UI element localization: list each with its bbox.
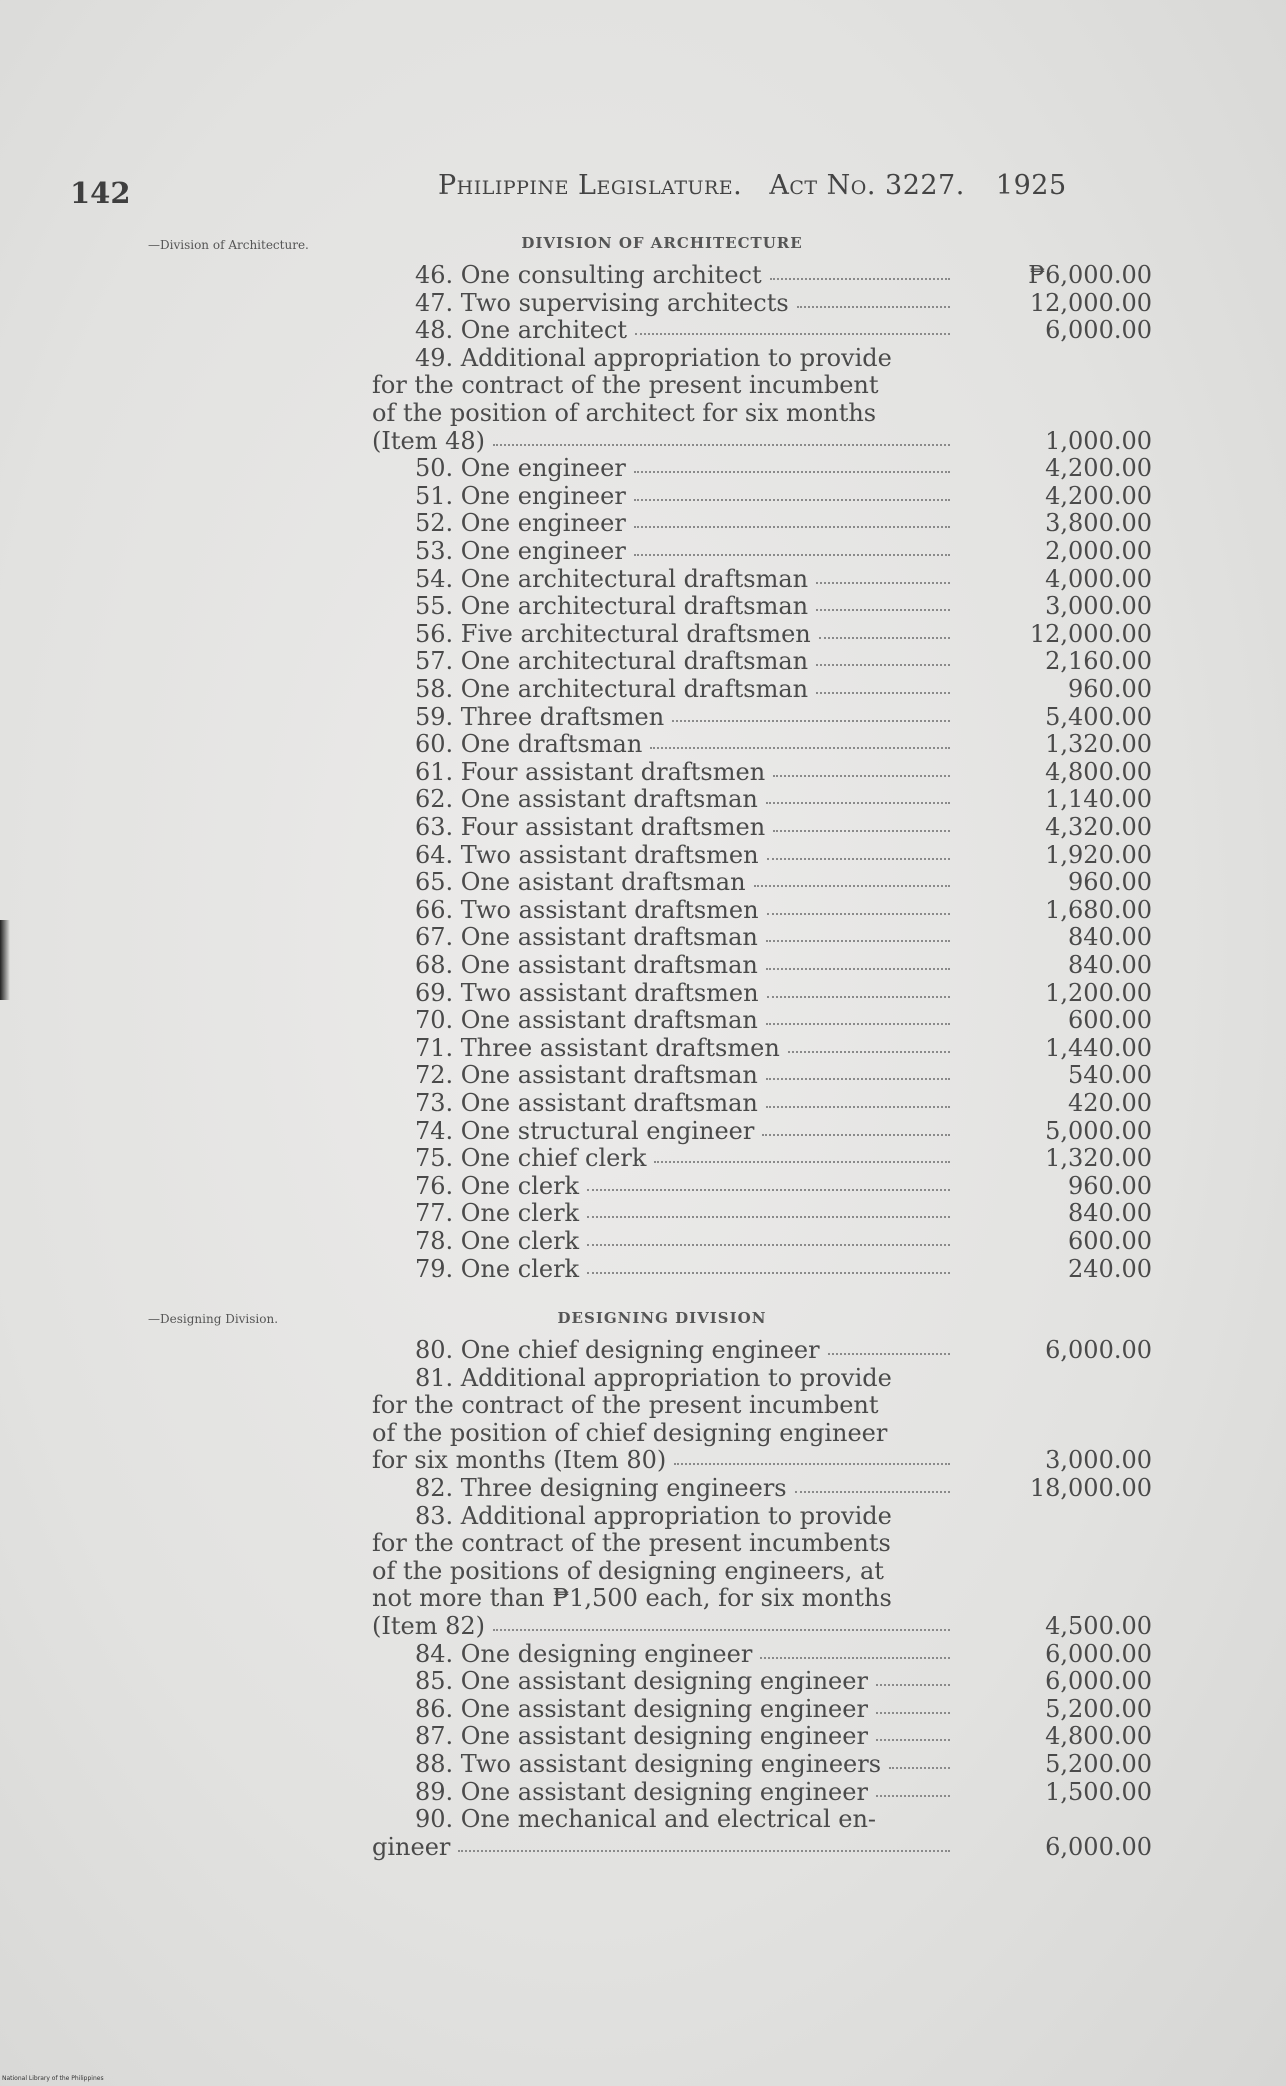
item-text-line: [372, 290, 1152, 318]
architecture-line-item: [372, 538, 1152, 566]
section-heading-designing: DESIGNING DIVISION: [557, 1309, 767, 1327]
designing-line-item: [372, 1806, 1152, 1861]
item-text-line: [372, 1696, 1152, 1724]
architecture-line-item: [372, 455, 1152, 483]
item-amount: 4,200.00: [1045, 454, 1152, 483]
item-text: 87. One assistant designing engineer: [415, 1722, 868, 1751]
item-text-line: [372, 400, 1152, 428]
item-text-line: [372, 1668, 1152, 1696]
dot-leader: [493, 1629, 950, 1631]
item-amount: 4,200.00: [1045, 481, 1152, 510]
item-amount: 6,000.00: [1045, 1667, 1152, 1696]
item-text: 86. One assistant designing engineer: [415, 1694, 868, 1723]
item-text-line: [372, 648, 1152, 676]
item-text-line: [372, 786, 1152, 814]
dot-leader: [816, 609, 950, 611]
item-text-line: [372, 814, 1152, 842]
dot-leader: [876, 1712, 950, 1714]
dot-leader: [770, 278, 950, 280]
item-text-line: [372, 759, 1152, 787]
item-text: 80. One chief designing engineer: [415, 1336, 820, 1364]
item-amount: 2,000.00: [1045, 537, 1152, 565]
designing-line-item: [372, 1723, 1152, 1751]
item-text: 68. One assistant draftsman: [415, 951, 758, 979]
item-text-line: [372, 897, 1152, 925]
dot-leader: [788, 1051, 950, 1053]
architecture-line-item: [372, 317, 1152, 345]
item-amount: 4,320.00: [1045, 813, 1152, 841]
item-amount: 6,000.00: [1045, 1336, 1152, 1364]
item-amount: 1,320.00: [1045, 1144, 1152, 1173]
item-text-line: [372, 621, 1152, 649]
dot-leader: [766, 940, 950, 942]
item-text: 76. One clerk: [415, 1171, 580, 1200]
architecture-line-item: [372, 621, 1152, 649]
item-text: for the contract of the present incumbent: [372, 1391, 879, 1420]
item-text-line: [372, 428, 1152, 456]
architecture-line-item: [372, 980, 1152, 1008]
item-amount: 1,200.00: [1045, 978, 1152, 1007]
dot-leader: [766, 968, 950, 970]
item-text-line: [372, 1228, 1152, 1256]
item-text: 63. Four assistant draftsmen: [415, 813, 766, 841]
item-text: for the contract of the present incumbents: [372, 1529, 891, 1558]
item-amount: 6,000.00: [1045, 1832, 1152, 1861]
item-text-line: [372, 1035, 1152, 1063]
item-text-line: [372, 1200, 1152, 1228]
architecture-line-item: [372, 842, 1152, 870]
item-amount: 600.00: [1068, 1006, 1152, 1035]
item-amount: 1,500.00: [1045, 1777, 1152, 1806]
item-text: gineer: [372, 1832, 451, 1861]
item-amount: 540.00: [1068, 1061, 1152, 1090]
item-amount: 840.00: [1068, 951, 1152, 979]
item-text-line: [372, 317, 1152, 345]
dot-leader: [773, 775, 950, 777]
item-text: 78. One clerk: [415, 1227, 580, 1255]
item-text: 49. Additional appropriation to provide: [415, 343, 892, 372]
item-text: 62. One assistant draftsman: [415, 785, 758, 814]
scan-edge-shadow: [0, 920, 10, 1000]
architecture-line-item: [372, 952, 1152, 980]
designing-line-item: [372, 1696, 1152, 1724]
dot-leader: [766, 1078, 950, 1080]
dot-leader: [458, 1850, 950, 1852]
item-text: 57. One architectural draftsman: [415, 647, 809, 676]
item-text: 84. One designing engineer: [415, 1639, 753, 1668]
dot-leader: [876, 1795, 950, 1797]
architecture-line-item: [372, 483, 1152, 511]
item-amount: 840.00: [1068, 1199, 1152, 1228]
dot-leader: [654, 1161, 950, 1163]
architecture-line-item: [372, 731, 1152, 759]
item-text: 74. One structural engineer: [415, 1116, 755, 1145]
dot-leader: [587, 1244, 950, 1246]
architecture-line-item: [372, 1145, 1152, 1173]
item-text-line: [372, 704, 1152, 732]
item-text: 77. One clerk: [415, 1199, 580, 1228]
item-amount: 6,000.00: [1045, 316, 1152, 345]
item-text: 55. One architectural draftsman: [415, 592, 809, 621]
item-text-line: [372, 1118, 1152, 1146]
designing-line-item: [372, 1779, 1152, 1807]
architecture-line-item: [372, 510, 1152, 538]
item-amount: 840.00: [1068, 923, 1152, 952]
item-text: 90. One mechanical and electrical en-: [415, 1805, 877, 1834]
item-text-line: [372, 1585, 1152, 1613]
item-text: 85. One assistant designing engineer: [415, 1667, 868, 1696]
item-text: 64. Two assistant draftsmen: [415, 840, 759, 869]
architecture-line-item: [372, 566, 1152, 594]
item-amount: 1,140.00: [1045, 785, 1152, 814]
item-amount: 3,000.00: [1045, 1446, 1152, 1475]
dot-leader: [587, 1216, 950, 1218]
item-text: 72. One assistant draftsman: [415, 1061, 758, 1090]
item-text: for six months (Item 80): [372, 1446, 667, 1475]
item-text-line: [372, 1173, 1152, 1201]
page-number: 142: [70, 176, 131, 210]
item-text: 88. Two assistant designing engineers: [415, 1750, 882, 1778]
dot-leader: [767, 996, 950, 998]
architecture-line-item: [372, 648, 1152, 676]
dot-leader: [816, 582, 950, 584]
dot-leader: [766, 802, 950, 804]
architecture-line-item: [372, 1228, 1152, 1256]
item-amount: ₱6,000.00: [1028, 261, 1152, 289]
architecture-line-item: [372, 1090, 1152, 1118]
designing-line-item: [372, 1503, 1152, 1641]
dot-leader: [828, 1353, 950, 1355]
item-text-line: [372, 1365, 1152, 1393]
dot-leader: [766, 1023, 950, 1025]
architecture-line-item: [372, 869, 1152, 897]
item-text: 79. One clerk: [415, 1254, 580, 1283]
dot-leader: [587, 1272, 950, 1274]
item-amount: 12,000.00: [1029, 288, 1152, 317]
item-text: 75. One chief clerk: [415, 1144, 647, 1173]
item-text: of the position of architect for six months: [372, 398, 877, 427]
dot-leader: [760, 1657, 950, 1659]
item-amount: 3,800.00: [1045, 509, 1152, 538]
item-text: 70. One assistant draftsman: [415, 1006, 758, 1035]
item-text: 54. One architectural draftsman: [415, 564, 809, 593]
item-amount: 1,000.00: [1045, 426, 1152, 455]
item-text: 65. One asistant draftsman: [415, 868, 746, 897]
item-text-line: [372, 566, 1152, 594]
dot-leader: [754, 885, 950, 887]
item-text: 71. Three assistant draftsmen: [415, 1033, 780, 1062]
dot-leader: [816, 664, 950, 666]
running-head-year: 1925: [995, 170, 1067, 201]
item-amount: 5,200.00: [1045, 1694, 1152, 1723]
architecture-line-item: [372, 924, 1152, 952]
section-heading-architecture: DIVISION OF ARCHITECTURE: [521, 234, 803, 252]
item-amount: 1,320.00: [1045, 730, 1152, 759]
item-text-line: [372, 538, 1152, 566]
dot-leader: [876, 1739, 950, 1741]
item-text: 47. Two supervising architects: [415, 288, 789, 317]
item-text-line: [372, 1062, 1152, 1090]
item-text-line: [372, 510, 1152, 538]
item-text-line: [372, 262, 1152, 290]
architecture-line-item: [372, 1173, 1152, 1201]
dot-leader: [766, 1106, 950, 1108]
dot-leader: [587, 1189, 950, 1191]
item-text-line: [372, 1503, 1152, 1531]
item-text: for the contract of the present incumbent: [372, 371, 879, 400]
item-amount: 18,000.00: [1029, 1474, 1152, 1502]
architecture-line-item: [372, 897, 1152, 925]
item-text: 51. One engineer: [415, 481, 626, 510]
item-text-line: [372, 842, 1152, 870]
architecture-line-item: [372, 1062, 1152, 1090]
item-text-line: [372, 1834, 1152, 1862]
margin-note-architecture: —Division of Architecture.: [148, 238, 309, 252]
dot-leader: [634, 526, 950, 528]
item-text: 58. One architectural draftsman: [415, 675, 809, 703]
item-text-line: [372, 1779, 1152, 1807]
item-text-line: [372, 1447, 1152, 1475]
architecture-line-item: [372, 1256, 1152, 1284]
item-text: (Item 82): [372, 1611, 485, 1640]
item-text-line: [372, 952, 1152, 980]
architecture-line-item: [372, 1035, 1152, 1063]
item-amount: 240.00: [1068, 1254, 1152, 1283]
designing-line-item: [372, 1751, 1152, 1779]
item-amount: 960.00: [1068, 1171, 1152, 1200]
item-amount: 5,000.00: [1045, 1116, 1152, 1145]
designing-line-item: [372, 1668, 1152, 1696]
item-text: 69. Two assistant draftsmen: [415, 978, 759, 1007]
item-text: 83. Additional appropriation to provide: [415, 1501, 892, 1530]
dot-leader: [795, 1491, 950, 1493]
dot-leader: [889, 1767, 950, 1769]
dot-leader: [767, 913, 950, 915]
item-text-line: [372, 1256, 1152, 1284]
item-text-line: [372, 676, 1152, 704]
item-amount: 960.00: [1068, 868, 1152, 897]
item-text-line: [372, 455, 1152, 483]
dot-leader: [797, 306, 950, 308]
item-text-line: [372, 1475, 1152, 1503]
dot-leader: [634, 471, 950, 473]
item-text-line: [372, 1723, 1152, 1751]
item-text-line: [372, 1613, 1152, 1641]
architecture-line-item: [372, 704, 1152, 732]
dot-leader: [816, 692, 950, 694]
architecture-line-item: [372, 345, 1152, 455]
item-text-line: [372, 1007, 1152, 1035]
dot-leader: [672, 720, 950, 722]
designing-line-item: [372, 1641, 1152, 1669]
dot-leader: [493, 444, 950, 446]
item-amount: 4,500.00: [1045, 1611, 1152, 1640]
item-text-line: [372, 483, 1152, 511]
item-amount: 1,920.00: [1045, 840, 1152, 869]
item-text: 59. Three draftsmen: [415, 702, 665, 731]
dot-leader: [650, 747, 950, 749]
architecture-line-item: [372, 814, 1152, 842]
item-amount: 12,000.00: [1029, 619, 1152, 648]
item-amount: 1,680.00: [1045, 895, 1152, 924]
item-text: (Item 48): [372, 426, 485, 455]
item-text: 46. One consulting architect: [415, 261, 762, 289]
architecture-line-item: [372, 1007, 1152, 1035]
dot-leader: [762, 1134, 950, 1136]
item-text: of the positions of designing engineers, at: [372, 1556, 884, 1585]
designing-line-item: [372, 1365, 1152, 1475]
dot-leader: [635, 333, 950, 335]
item-text: of the position of chief designing engineer: [372, 1418, 888, 1447]
item-text: 61. Four assistant draftsmen: [415, 757, 766, 786]
item-text-line: [372, 1145, 1152, 1173]
dot-leader: [634, 554, 950, 556]
architecture-line-item: [372, 593, 1152, 621]
item-amount: 420.00: [1068, 1089, 1152, 1117]
item-text-line: [372, 593, 1152, 621]
running-head-title: Philippine Legislature.: [438, 170, 743, 201]
item-text-line: [372, 1530, 1152, 1558]
item-text-line: [372, 1392, 1152, 1420]
item-text-line: [372, 1751, 1152, 1779]
item-text: 82. Three designing engineers: [415, 1474, 787, 1502]
item-text-line: [372, 980, 1152, 1008]
item-text: 56. Five architectural draftsmen: [415, 619, 811, 648]
architecture-line-item: [372, 676, 1152, 704]
architecture-line-item: [372, 262, 1152, 290]
item-text: 81. Additional appropriation to provide: [415, 1363, 892, 1392]
designing-line-item: [372, 1337, 1152, 1365]
item-amount: 4,800.00: [1045, 1722, 1152, 1751]
running-head-act: Act No. 3227.: [769, 170, 965, 201]
item-amount: 960.00: [1068, 675, 1152, 703]
item-text-line: [372, 372, 1152, 400]
running-head: [438, 170, 1067, 201]
item-amount: 6,000.00: [1045, 1639, 1152, 1668]
item-text: 89. One assistant designing engineer: [415, 1777, 868, 1806]
dot-leader: [674, 1463, 950, 1465]
item-text: 60. One draftsman: [415, 730, 643, 759]
item-amount: 1,440.00: [1045, 1033, 1152, 1062]
footer-credit: National Library of the Philippines: [2, 2075, 104, 2082]
item-text-line: [372, 1558, 1152, 1586]
item-amount: 2,160.00: [1045, 647, 1152, 676]
dot-leader: [767, 858, 950, 860]
item-text-line: [372, 1420, 1152, 1448]
item-text: 50. One engineer: [415, 454, 626, 483]
item-text: not more than ₱1,500 each, for six months: [372, 1584, 892, 1613]
dot-leader: [773, 830, 950, 832]
item-amount: 4,800.00: [1045, 757, 1152, 786]
item-text-line: [372, 869, 1152, 897]
item-amount: 600.00: [1068, 1227, 1152, 1255]
item-text-line: [372, 345, 1152, 373]
dot-leader: [634, 499, 950, 501]
item-text: 66. Two assistant draftsmen: [415, 895, 759, 924]
item-text-line: [372, 1806, 1152, 1834]
architecture-line-item: [372, 786, 1152, 814]
item-text: 67. One assistant draftsman: [415, 923, 758, 952]
item-text: 73. One assistant draftsman: [415, 1089, 758, 1117]
item-text-line: [372, 924, 1152, 952]
dot-leader: [819, 637, 950, 639]
item-text: 53. One engineer: [415, 537, 626, 565]
architecture-line-item: [372, 1200, 1152, 1228]
architecture-line-item: [372, 759, 1152, 787]
item-amount: 3,000.00: [1045, 592, 1152, 621]
item-text: 52. One engineer: [415, 509, 626, 538]
architecture-line-item: [372, 290, 1152, 318]
dot-leader: [876, 1684, 950, 1686]
designing-line-item: [372, 1475, 1152, 1503]
item-text-line: [372, 731, 1152, 759]
margin-note-designing: —Designing Division.: [148, 1312, 279, 1326]
item-text-line: [372, 1337, 1152, 1365]
item-amount: 4,000.00: [1045, 564, 1152, 593]
item-text: 48. One architect: [415, 316, 628, 345]
item-amount: 5,200.00: [1045, 1750, 1152, 1778]
architecture-line-item: [372, 1118, 1152, 1146]
item-amount: 5,400.00: [1045, 702, 1152, 731]
item-text-line: [372, 1090, 1152, 1118]
item-text-line: [372, 1641, 1152, 1669]
